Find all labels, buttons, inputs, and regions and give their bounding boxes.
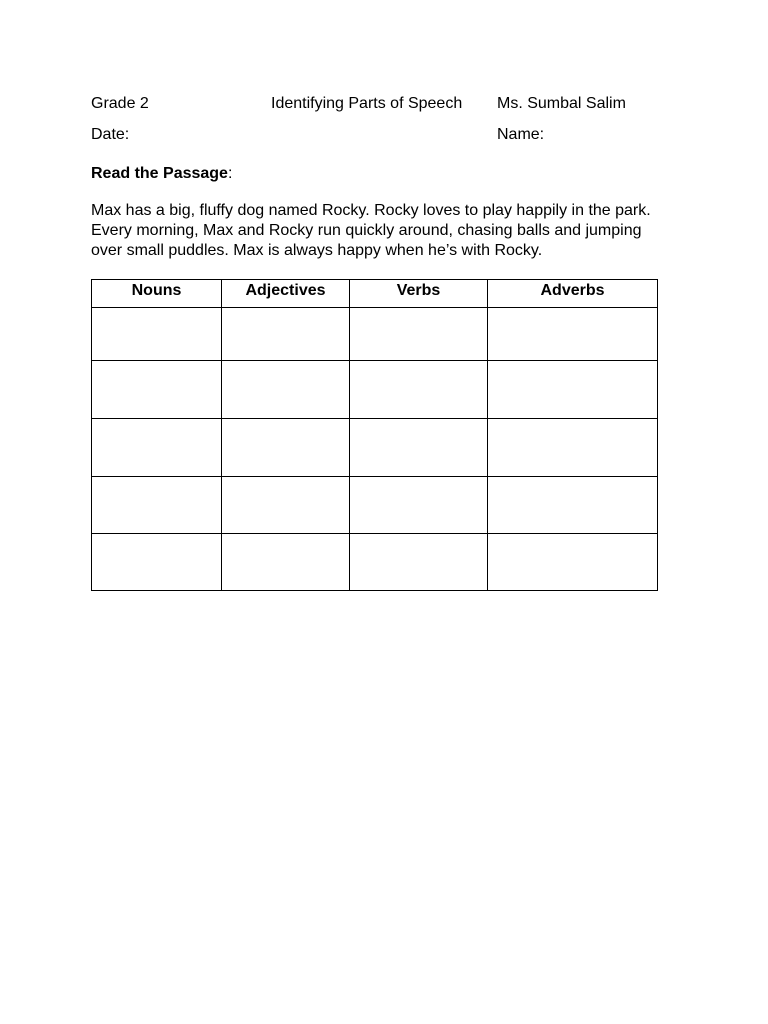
table-cell[interactable] bbox=[488, 477, 658, 534]
grade-label: Grade 2 bbox=[91, 95, 149, 112]
parts-of-speech-table bbox=[91, 279, 658, 591]
table-cell[interactable] bbox=[92, 419, 222, 477]
table-row bbox=[92, 477, 658, 534]
table-cell[interactable] bbox=[222, 534, 350, 591]
name-label: Name: bbox=[497, 126, 545, 143]
header-adverbs: Adverbs bbox=[488, 280, 658, 308]
header-adjectives: Adjectives bbox=[222, 280, 350, 308]
table-cell[interactable] bbox=[92, 308, 222, 361]
table-cell[interactable] bbox=[350, 477, 488, 534]
reading-passage bbox=[91, 201, 691, 261]
table-header-row bbox=[92, 280, 658, 308]
header-verbs: Verbs bbox=[350, 280, 488, 308]
teacher-name: Ms. Sumbal Salim bbox=[497, 95, 626, 112]
table-cell[interactable] bbox=[92, 361, 222, 419]
passage-line: Max has a big, fluffy dog named Rocky. Rocky loves to play happily in the park. bbox=[91, 202, 651, 219]
table-cell[interactable] bbox=[488, 534, 658, 591]
table-cell[interactable] bbox=[92, 477, 222, 534]
instruction-colon: : bbox=[227, 165, 233, 182]
instruction-heading bbox=[91, 164, 232, 183]
date-label: Date: bbox=[91, 126, 130, 143]
table-row bbox=[92, 419, 658, 477]
passage-line: Every morning, Max and Rocky run quickly around, chasing balls and jumping bbox=[91, 222, 642, 239]
table-cell[interactable] bbox=[488, 419, 658, 477]
table-cell[interactable] bbox=[92, 534, 222, 591]
table-row bbox=[92, 361, 658, 419]
table-cell[interactable] bbox=[350, 308, 488, 361]
header-nouns: Nouns bbox=[92, 280, 222, 308]
instruction-text: Read the Passage bbox=[91, 165, 228, 182]
table-cell[interactable] bbox=[222, 308, 350, 361]
table-cell[interactable] bbox=[350, 361, 488, 419]
worksheet-title: Identifying Parts of Speech bbox=[271, 95, 463, 112]
table-row bbox=[92, 308, 658, 361]
table-cell[interactable] bbox=[350, 534, 488, 591]
table-cell[interactable] bbox=[222, 477, 350, 534]
table-cell[interactable] bbox=[488, 361, 658, 419]
table-row bbox=[92, 534, 658, 591]
passage-line: over small puddles. Max is always happy when he’s with Rocky. bbox=[91, 242, 543, 259]
table-cell[interactable] bbox=[222, 361, 350, 419]
table-cell[interactable] bbox=[222, 419, 350, 477]
table-cell[interactable] bbox=[488, 308, 658, 361]
table-cell[interactable] bbox=[350, 419, 488, 477]
